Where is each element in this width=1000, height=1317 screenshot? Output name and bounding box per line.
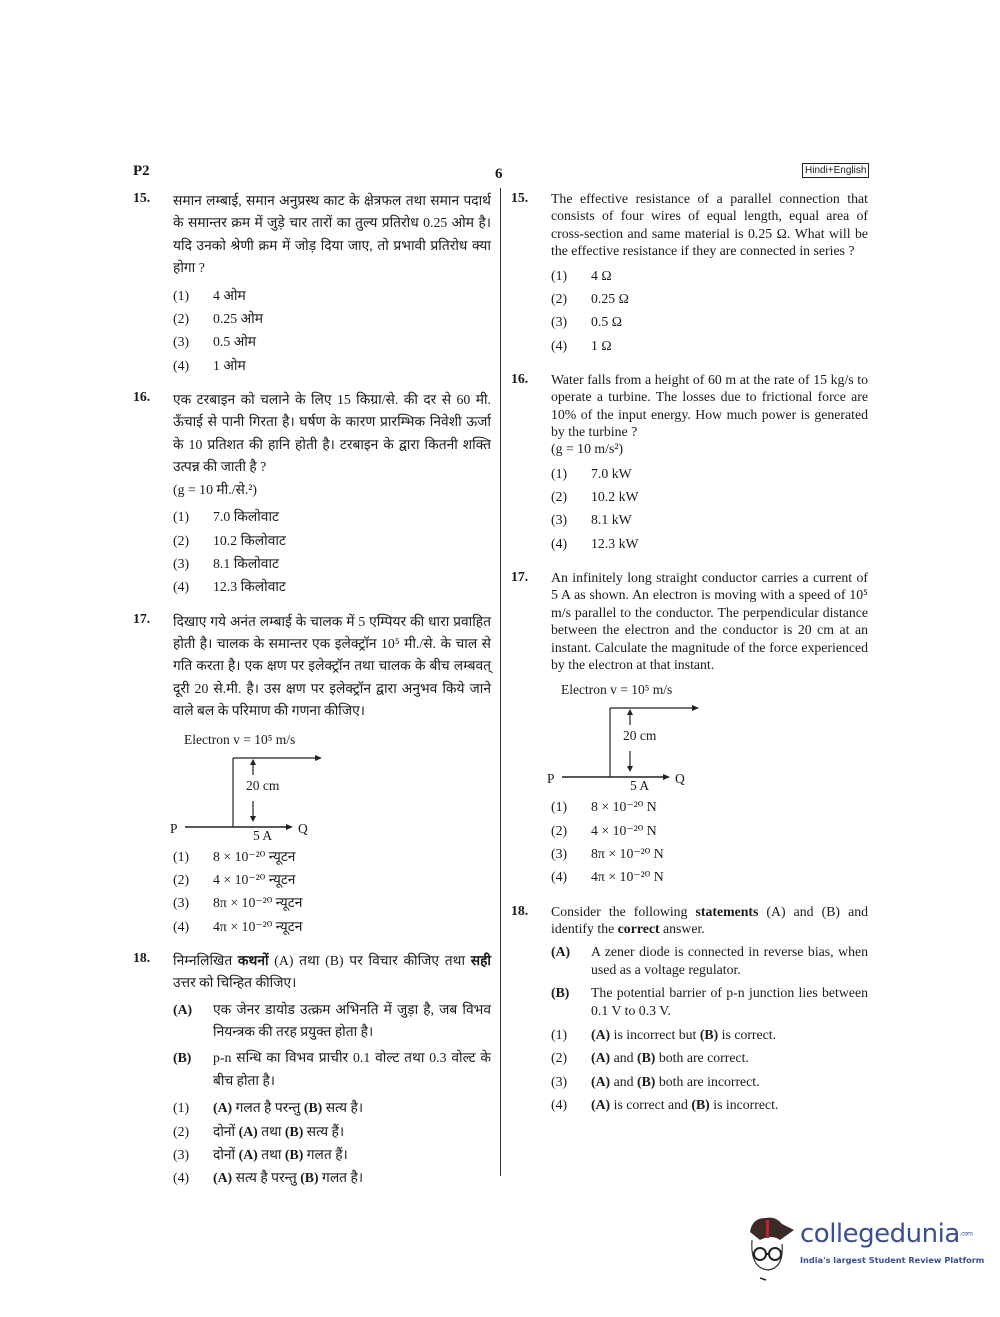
- options-list: [551, 795, 868, 888]
- arrow-down-icon: [250, 816, 256, 822]
- answer-option[interactable]: [173, 330, 491, 353]
- answer-option[interactable]: [173, 915, 491, 938]
- option-number: (4): [551, 535, 568, 551]
- option-text: 8.1 किलोवाट: [213, 556, 279, 572]
- answer-option[interactable]: [551, 485, 868, 508]
- answer-option[interactable]: [551, 532, 868, 555]
- question-number: 16.: [511, 370, 529, 386]
- question-stem: [173, 950, 491, 995]
- option-text: 7.0 kW: [591, 465, 632, 481]
- answer-option[interactable]: [551, 1070, 868, 1093]
- question-number: 17.: [133, 610, 151, 626]
- options-list: [173, 1096, 491, 1189]
- options-list: [551, 462, 868, 555]
- question-stem: Water falls from a height of 60 m at the rate of 15 kg/s to operate a turbine. The losses due to frictional force are 10% of the input energy. How much power is generated by the turbine ?: [551, 371, 868, 440]
- option-text: 12.3 किलोवाट: [213, 579, 286, 595]
- option-number: (1): [173, 287, 190, 303]
- option-number: (4): [551, 337, 568, 353]
- option-text: 12.3 kW: [591, 535, 639, 551]
- option-text: (A) सत्य है परन्तु (B) गलत है।: [213, 1170, 364, 1186]
- option-number: (3): [551, 1073, 568, 1089]
- answer-option[interactable]: [173, 307, 491, 330]
- stem-emphasis: सही: [470, 952, 491, 968]
- option-number: (3): [173, 1146, 190, 1162]
- arrow-right-icon: [315, 755, 322, 761]
- option-number: (2): [173, 1123, 190, 1139]
- collegedunia-logo: [742, 1210, 985, 1290]
- logo-wordmark: collegedunia: [800, 1219, 960, 1249]
- option-text: 4 × 10⁻²⁰ न्यूटन: [213, 871, 296, 887]
- option-number: (3): [173, 556, 190, 572]
- option-text: 0.25 Ω: [591, 290, 629, 306]
- option-text: 4 × 10⁻²⁰ N: [591, 822, 657, 838]
- answer-option[interactable]: [173, 868, 491, 891]
- arrow-right-icon: [286, 824, 293, 830]
- question-17-english: [511, 569, 868, 889]
- answer-option[interactable]: [173, 505, 491, 528]
- question-number: 15.: [133, 190, 151, 205]
- statement-label: (A): [173, 1001, 193, 1017]
- given-value: (g = 10 m/s²): [551, 441, 624, 457]
- option-text: (A) is correct and (B) is incorrect.: [591, 1096, 779, 1112]
- statement-text: p-n सन्धि का विभव प्राचीर 0.1 वोल्ट तथा 0.3 वोल्ट के बीच होता है।: [213, 1050, 491, 1088]
- answer-option[interactable]: [173, 1096, 491, 1119]
- option-number: (1): [551, 465, 568, 481]
- answer-option[interactable]: [551, 264, 868, 287]
- stem-emphasis: कथनों: [237, 952, 269, 968]
- stem-text: (A) and (B) and identify the: [551, 903, 868, 937]
- answer-option[interactable]: [173, 284, 491, 307]
- answer-option[interactable]: [551, 1023, 868, 1046]
- point-q: Q: [298, 820, 308, 836]
- option-text: 0.5 Ω: [591, 314, 622, 330]
- option-number: (3): [551, 512, 568, 528]
- option-text: (A) is incorrect but (B) is correct.: [591, 1027, 777, 1043]
- options-list: [551, 1023, 868, 1116]
- question-stem: एक टरबाइन को चलाने के लिए 15 किग्रा/से. की दर से 60 मी. ऊँचाई से पानी गिरता है। घर्षण के कारण प्रारम्भिक निवेशी ऊर्जा के 10 प्रतिशत की हानि होती है। टरबाइन के द्वारा कितनी शक्ति उत्पन्न की जाती है ?: [173, 391, 491, 475]
- options-list: [551, 264, 868, 357]
- answer-option[interactable]: [173, 1120, 491, 1143]
- question-18-hindi: [133, 950, 491, 1190]
- statement-a: [173, 999, 491, 1044]
- answer-option[interactable]: [551, 865, 868, 888]
- option-number: (3): [173, 334, 190, 350]
- mascot-icon: [742, 1210, 802, 1282]
- option-number: (3): [173, 895, 190, 911]
- answer-option[interactable]: [551, 287, 868, 310]
- question-16-english: [511, 371, 868, 555]
- stem-text: answer.: [659, 921, 705, 937]
- arrow-up-icon: [250, 759, 256, 765]
- stem-text: निम्नलिखित: [173, 952, 238, 968]
- stem-text: (A) तथा (B) पर विचार कीजिए तथा: [268, 952, 471, 968]
- answer-option[interactable]: [551, 334, 868, 357]
- question-stem: [551, 903, 868, 938]
- arrow-right-icon: [663, 774, 670, 780]
- arrow-right-icon: [692, 705, 699, 711]
- statement-a: [551, 943, 868, 978]
- statement-text: A zener diode is connected in reverse bias, when used as a voltage regulator.: [591, 944, 868, 977]
- answer-option[interactable]: [551, 842, 868, 865]
- question-number: 16.: [133, 388, 151, 404]
- option-number: (1): [551, 1027, 568, 1043]
- option-text: 4π × 10⁻²⁰ N: [591, 869, 664, 885]
- conductor-diagram-hindi: [170, 729, 330, 841]
- answer-option[interactable]: [551, 1046, 868, 1069]
- answer-option[interactable]: [551, 508, 868, 531]
- option-text: 10.2 kW: [591, 489, 639, 505]
- answer-option[interactable]: [173, 845, 491, 868]
- option-text: (A) and (B) both are incorrect.: [591, 1073, 760, 1089]
- answer-option[interactable]: [173, 1166, 491, 1189]
- point-q: Q: [675, 771, 685, 787]
- option-number: (2): [173, 871, 190, 887]
- question-18-english: [511, 903, 868, 1117]
- option-number: (2): [551, 822, 568, 838]
- option-number: (4): [173, 579, 190, 595]
- question-number: 18.: [511, 902, 529, 918]
- statement-text: एक जेनर डायोड उत्क्रम अभिनति में जुड़ा है, जब विभव नियन्त्रक की तरह प्रयुक्त होता है।: [213, 1001, 491, 1040]
- statement-label: (A): [551, 944, 571, 960]
- option-text: 1 ओम: [213, 357, 246, 373]
- option-number: (4): [551, 869, 568, 885]
- option-text: (A) and (B) both are correct.: [591, 1050, 749, 1066]
- conductor-diagram-english: [547, 679, 707, 791]
- option-text: 4 Ω: [591, 267, 612, 283]
- option-number: (4): [551, 1096, 568, 1112]
- arrow-down-icon: [627, 766, 633, 772]
- hindi-column: [133, 190, 491, 1201]
- answer-option[interactable]: [173, 529, 491, 552]
- logo-tagline: India's largest Student Review Platform: [800, 1254, 985, 1265]
- question-15-hindi: [133, 190, 491, 377]
- given-value: (g = 10 मी./से.²): [173, 482, 258, 498]
- option-text: 1 Ω: [591, 337, 612, 353]
- question-number: 18.: [133, 949, 151, 965]
- answer-option[interactable]: [173, 354, 491, 377]
- statement-label: (B): [551, 985, 570, 1001]
- option-text: 8 × 10⁻²⁰ न्यूटन: [213, 848, 296, 864]
- answer-option[interactable]: [173, 575, 491, 598]
- point-p: P: [170, 820, 178, 836]
- option-text: (A) गलत है परन्तु (B) सत्य है।: [213, 1100, 364, 1116]
- option-text: 8.1 kW: [591, 512, 632, 528]
- answer-option[interactable]: [551, 1093, 868, 1116]
- distance-label: 20 cm: [246, 777, 280, 793]
- option-number: (4): [173, 1170, 190, 1186]
- option-number: (2): [551, 1050, 568, 1066]
- option-text: 4 ओम: [213, 287, 246, 303]
- option-text: 8 × 10⁻²⁰ N: [591, 799, 657, 815]
- option-text: 8π × 10⁻²⁰ N: [591, 846, 664, 862]
- answer-option[interactable]: [551, 462, 868, 485]
- option-number: (2): [173, 310, 190, 326]
- option-number: (2): [551, 290, 568, 306]
- option-text: दोनों (A) तथा (B) सत्य हैं।: [213, 1123, 345, 1139]
- answer-option[interactable]: [173, 1143, 491, 1166]
- current-label: 5 A: [253, 827, 273, 841]
- statement-b: [551, 984, 868, 1019]
- question-17-hindi: [133, 611, 491, 938]
- option-number: (1): [551, 799, 568, 815]
- option-number: (2): [551, 489, 568, 505]
- answer-option[interactable]: [551, 310, 868, 333]
- logo-suffix: .com: [959, 1230, 973, 1238]
- option-text: दोनों (A) तथा (B) गलत हैं।: [213, 1146, 348, 1162]
- option-number: (4): [173, 357, 190, 373]
- answer-option[interactable]: [173, 891, 491, 914]
- options-list: [173, 284, 491, 377]
- question-stem: An infinitely long straight conductor carries a current of 5 A as shown. An electron is moving with a speed of 10⁵ m/s parallel to the conductor. The perpendicular distance between the electron and the conductor is 20 cm at an instant. Calculate the magnitude of the force experienced by the electron at that instant.: [551, 570, 868, 673]
- stem-emphasis: statements: [695, 903, 759, 919]
- column-divider: [500, 188, 501, 1176]
- question-15-english: [511, 190, 868, 357]
- stem-emphasis: correct: [617, 921, 660, 937]
- option-text: 4π × 10⁻²⁰ न्यूटन: [213, 918, 303, 934]
- option-number: (2): [173, 532, 190, 548]
- point-p: P: [547, 771, 555, 787]
- statement-text: The potential barrier of p-n junction lies between 0.1 V to 0.3 V.: [591, 985, 868, 1018]
- answer-option[interactable]: [551, 795, 868, 818]
- question-16-hindi: [133, 389, 491, 599]
- distance-label: 20 cm: [623, 728, 657, 744]
- option-number: (4): [173, 918, 190, 934]
- statement-label: (B): [173, 1050, 192, 1066]
- english-column: [511, 190, 868, 1128]
- option-number: (3): [551, 846, 568, 862]
- electron-label: Electron v = 10⁵ m/s: [561, 682, 673, 698]
- language-badge: Hindi+English: [802, 163, 869, 178]
- current-label: 5 A: [630, 778, 650, 792]
- option-text: 7.0 किलोवाट: [213, 509, 279, 525]
- option-number: (1): [551, 267, 568, 283]
- paper-code: P2: [133, 163, 150, 179]
- stem-text: Consider the following: [551, 903, 696, 919]
- question-number: 15.: [511, 190, 529, 205]
- option-text: 0.25 ओम: [213, 310, 263, 326]
- option-text: 10.2 किलोवाट: [213, 532, 286, 548]
- question-stem: दिखाए गये अनंत लम्बाई के चालक में 5 एम्पियर की धारा प्रवाहित होती है। चालक के समान्तर एक इलेक्ट्रॉन 10⁵ मी./से. के चाल से गति करता है। एक क्षण पर इलेक्ट्रॉन तथा चालक के बीच लम्बवत् दूरी 20 से.मी. है। उस क्षण पर इलेक्ट्रॉन द्वारा अनुभव किये जाने वाले बल के परिमाण की गणना कीजिए।: [173, 613, 491, 719]
- question-stem: The effective resistance of a parallel connection that consists of four wires of equal length, equal area of cross-section and same material is 0.25 Ω. What will be the effective resistance if they are connected in series ?: [551, 191, 868, 259]
- options-list: [173, 845, 491, 938]
- options-list: [173, 505, 491, 598]
- option-number: (1): [173, 848, 190, 864]
- electron-label: Electron v = 10⁵ m/s: [184, 731, 296, 747]
- question-number: 17.: [511, 569, 529, 585]
- page-number: 6: [495, 166, 503, 182]
- question-stem: समान लम्बाई, समान अनुप्रस्थ काट के क्षेत्रफल तथा समान पदार्थ के समान्तर क्रम में जुड़े चार तारों का तुल्य प्रतिरोध 0.25 ओम है। यदि उनको श्रेणी क्रम में जोड़ दिया जाए, तो प्रभावी प्रतिरोध क्या होगा ?: [173, 193, 491, 276]
- stem-text: उत्तर को चिन्हित कीजिए।: [173, 975, 297, 991]
- option-number: (1): [173, 509, 190, 525]
- option-text: 8π × 10⁻²⁰ न्यूटन: [213, 895, 303, 911]
- statement-b: [173, 1047, 491, 1092]
- option-number: (3): [551, 314, 568, 330]
- option-text: 0.5 ओम: [213, 334, 257, 350]
- answer-option[interactable]: [551, 819, 868, 842]
- answer-option[interactable]: [173, 552, 491, 575]
- option-number: (1): [173, 1100, 190, 1116]
- arrow-up-icon: [627, 709, 633, 715]
